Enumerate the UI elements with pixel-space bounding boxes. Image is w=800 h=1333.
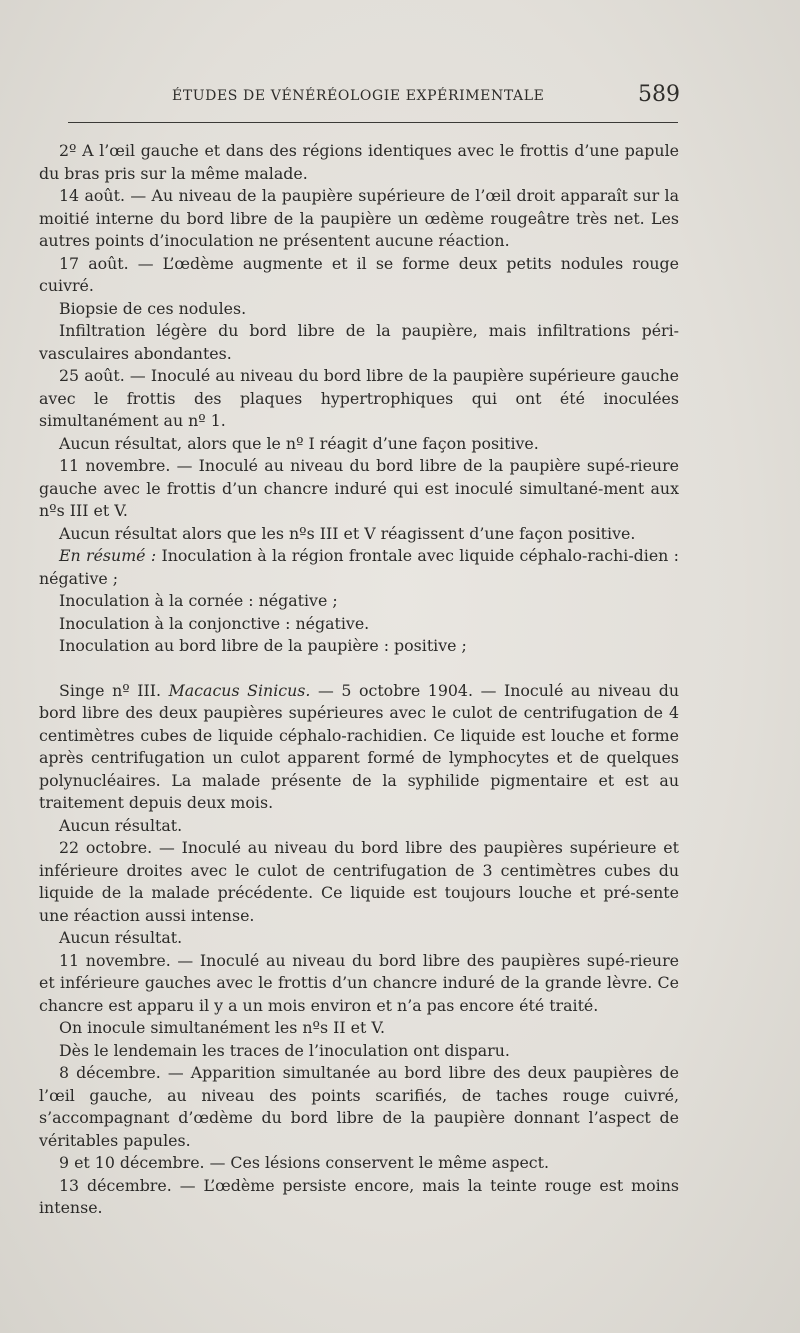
paragraph: 13 décembre. — L’œdème persiste encore, mais la teinte rouge est moins intense. bbox=[39, 1175, 679, 1217]
paragraph: 22 octobre. — Inoculé au niveau du bord libre des paupières supérieure et inférieure droites avec le culot de centrifugation de 3 centimètres cubes du liquide de la malade précédente. Ce liquide est toujours louche et pré-sente une réaction aussi intense. bbox=[39, 838, 679, 925]
paragraph: Biopsie de ces nodules. bbox=[59, 298, 247, 318]
running-header bbox=[40, 84, 680, 112]
paragraph: Infiltration légère du bord libre de la paupière, mais infiltrations péri-vasculaires abondantes. bbox=[39, 321, 679, 363]
summary-label: En résumé : bbox=[59, 546, 157, 565]
summary-paragraph bbox=[39, 545, 679, 590]
page-number: 589 bbox=[638, 82, 680, 107]
paragraph: 2º A l’œil gauche et dans des régions identiques avec le frottis d’une papule du bras pris sur la même malade. bbox=[39, 141, 679, 183]
specimen-text: — 5 octobre 1904. — Inoculé au niveau du bord libre des deux paupières supérieures avec le culot de centrifugation de 4 centimètres cubes de liquide céphalo-rachidien. Ce liquide est louche et forme après centrifugation un culot apparent formé de lymphocytes et de quelques polynucléaires. La malade présente de la syphilide pigmentaire et est au traitement depuis deux mois. bbox=[39, 680, 679, 812]
paragraph: 14 août. — Au niveau de la paupière supérieure de l’œil droit apparaît sur la moitié interne du bord libre de la paupière un œdème rougeâtre très net. Les autres points d’inoculation ne présentent aucune réaction. bbox=[39, 186, 679, 250]
paragraph: Aucun résultat alors que les nºs III et V réagissent d’une façon positive. bbox=[59, 523, 636, 543]
paragraph: 17 août. — L’œdème augmente et il se forme deux petits nodules rouge cuivré. bbox=[39, 253, 679, 295]
species-name: Macacus Sinicus. bbox=[168, 680, 311, 700]
specimen-paragraph bbox=[39, 680, 679, 815]
running-title: ÉTUDES DE VÉNÉRÉOLOGIE EXPÉRIMENTALE bbox=[172, 88, 545, 104]
paragraph: Dès le lendemain les traces de l’inoculation ont disparu. bbox=[59, 1040, 510, 1060]
paragraph: 11 novembre. — Inoculé au niveau du bord libre des paupières supé-rieure et inférieure gauches avec le frottis d’un chancre induré de la grande lèvre. Ce chancre est apparu il y a un mois environ et n’a pas encore été traité. bbox=[39, 950, 679, 1015]
specimen-prefix: Singe nº III. bbox=[59, 680, 169, 700]
header-rule bbox=[68, 122, 678, 123]
paragraph: 9 et 10 décembre. — Ces lésions conservent le même aspect. bbox=[59, 1153, 550, 1172]
paragraph: Aucun résultat, alors que le nº I réagit d’une façon positive. bbox=[59, 433, 539, 453]
paragraph: Aucun résultat. bbox=[59, 928, 183, 947]
paragraph: Aucun résultat. bbox=[59, 815, 183, 835]
summary-text: Inoculation à la région frontale avec liquide céphalo-rachi-dien : négative ; bbox=[39, 546, 679, 588]
paragraph: Inoculation au bord libre de la paupière : positive ; bbox=[59, 636, 467, 655]
paragraph: 8 décembre. — Apparition simultanée au bord libre des deux paupières de l’œil gauche, au niveau des points scarifiés, de taches rouge cuivré, s’accompagnant d’œdème du bord libre de la paupière donnant l’aspect de véritables papules. bbox=[39, 1063, 679, 1150]
body-text bbox=[39, 140, 679, 1220]
paragraph: 11 novembre. — Inoculé au niveau du bord libre de la paupière supé-rieure gauche avec le frottis d’un chancre induré qui est inoculé simultané-ment aux nºs III et V. bbox=[39, 456, 679, 520]
paragraph: Inoculation à la conjonctive : négative. bbox=[59, 613, 370, 633]
paragraph: 25 août. — Inoculé au niveau du bord libre de la paupière supérieure gauche avec le frottis des plaques hypertrophiques qui ont été inoculées simultanément au nº 1. bbox=[39, 366, 679, 430]
paragraph: Inoculation à la cornée : négative ; bbox=[59, 591, 338, 610]
paragraph: On inocule simultanément les nºs II et V. bbox=[59, 1018, 385, 1037]
